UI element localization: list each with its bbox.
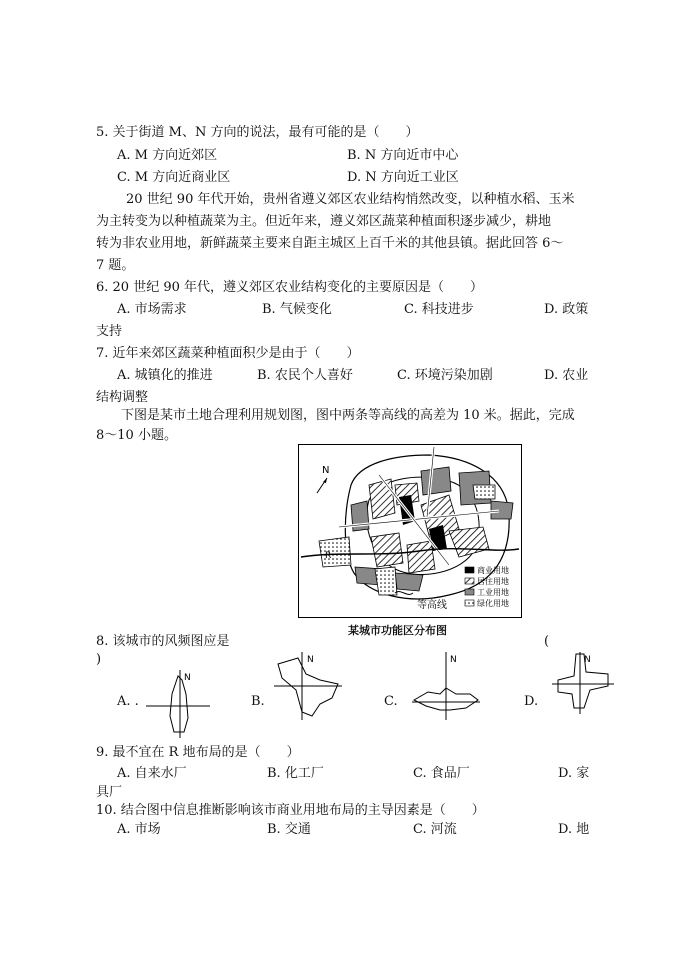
wind-rose-c: [410, 650, 482, 722]
q9-option-d-wrap: 具厂: [96, 785, 123, 800]
q10-option-c: C. 河流: [413, 822, 457, 837]
map-north-label: N: [322, 465, 330, 476]
q7-option-b: B. 农民个人喜好: [257, 368, 353, 383]
q10-stem: 10. 结合图中信息推断影响该市商业用地布局的主导因素是（ ）: [96, 803, 485, 818]
map-caption: 某城市功能区分布图: [348, 624, 447, 637]
q6-option-d-wrap: 支持: [96, 324, 123, 339]
q7-option-a: A. 城镇化的推进: [117, 368, 213, 383]
wind-rose-a: [144, 668, 212, 740]
wind-rose-d: [550, 650, 616, 716]
q7-option-d: D. 农业: [544, 368, 589, 383]
q8-option-c-label: C.: [384, 694, 398, 709]
q5-option-a: A. M 方向近郊区: [117, 148, 218, 163]
city-map-svg: [299, 445, 521, 617]
legend-commercial: 商业用地: [477, 566, 509, 575]
q8-option-a-label: A. .: [117, 694, 139, 709]
q5-stem: 5. 关于街道 M、N 方向的说法，最有可能的是（ ）: [96, 125, 419, 140]
passage1-line-2: 为主转变为以种植蔬菜为主。但近年来，遵义郊区蔬菜种植面积逐步减少，耕地: [96, 214, 552, 229]
q8-option-b-label: B.: [251, 694, 265, 709]
q8-paren-close: ): [96, 652, 102, 667]
q7-option-c: C. 环境污染加剧: [397, 368, 493, 383]
q9-option-a: A. 自来水厂: [117, 766, 187, 781]
q6-option-a: A. 市场需求: [117, 302, 187, 317]
q10-option-d: D. 地: [558, 822, 590, 837]
q5-option-b: B. N 方向近市中心: [347, 148, 459, 163]
wind-rose-b-north: N: [307, 655, 314, 665]
passage1-line-3: 转为非农业用地，新鲜蔬菜主要来自距主城区上百千米的其他县镇。据此回答 6～: [96, 236, 564, 251]
legend-residential: 居住用地: [477, 577, 509, 586]
q6-stem: 6. 20 世纪 90 年代，遵义郊区农业结构变化的主要原因是（ ）: [96, 280, 484, 295]
q5-option-c: C. M 方向近商业区: [117, 170, 231, 185]
q8-stem: 8. 该城市的风频图应是: [96, 634, 230, 649]
legend-green: 绿化用地: [477, 599, 509, 608]
q8-option-d-label: D.: [524, 694, 539, 709]
q9-option-d: D. 家: [558, 766, 590, 781]
river-label-r: R: [325, 551, 332, 561]
q6-option-c: C. 科技进步: [404, 302, 474, 317]
wind-rose-c-north: N: [450, 655, 457, 665]
city-function-map: [298, 444, 522, 618]
passage1-line-4: 7 题。: [96, 258, 135, 273]
legend-contour: 等高线: [417, 600, 447, 611]
q5-option-d: D. N 方向近工业区: [347, 170, 459, 185]
q10-option-b: B. 交通: [267, 822, 311, 837]
q6-option-d: D. 政策: [544, 302, 589, 317]
q9-option-b: B. 化工厂: [267, 766, 324, 781]
passage1-line-1: 20 世纪 90 年代开始，贵州省遵义郊区农业结构悄然改变，以种植水稻、玉米: [126, 192, 575, 207]
q10-option-a: A. 市场: [117, 822, 161, 837]
passage2-line-2: 8～10 小题。: [96, 428, 177, 443]
legend-industrial: 工业用地: [477, 588, 509, 597]
passage2-line-1: 下图是某市土地合理利用规划图，图中两条等高线的高差为 10 米。据此，完成: [121, 408, 575, 423]
q6-option-b: B. 气候变化: [262, 302, 332, 317]
q7-stem: 7. 近年来郊区蔬菜种植面积少是由于（ ）: [96, 346, 360, 361]
q8-paren-open: (: [544, 634, 550, 649]
wind-rose-b: [272, 650, 344, 722]
q9-option-c: C. 食品厂: [413, 766, 470, 781]
q9-stem: 9. 最不宜在 R 地布局的是（ ）: [96, 745, 300, 760]
wind-rose-d-north: N: [584, 655, 591, 665]
wind-rose-a-north: N: [184, 673, 191, 683]
q7-option-d-wrap: 结构调整: [96, 390, 149, 405]
